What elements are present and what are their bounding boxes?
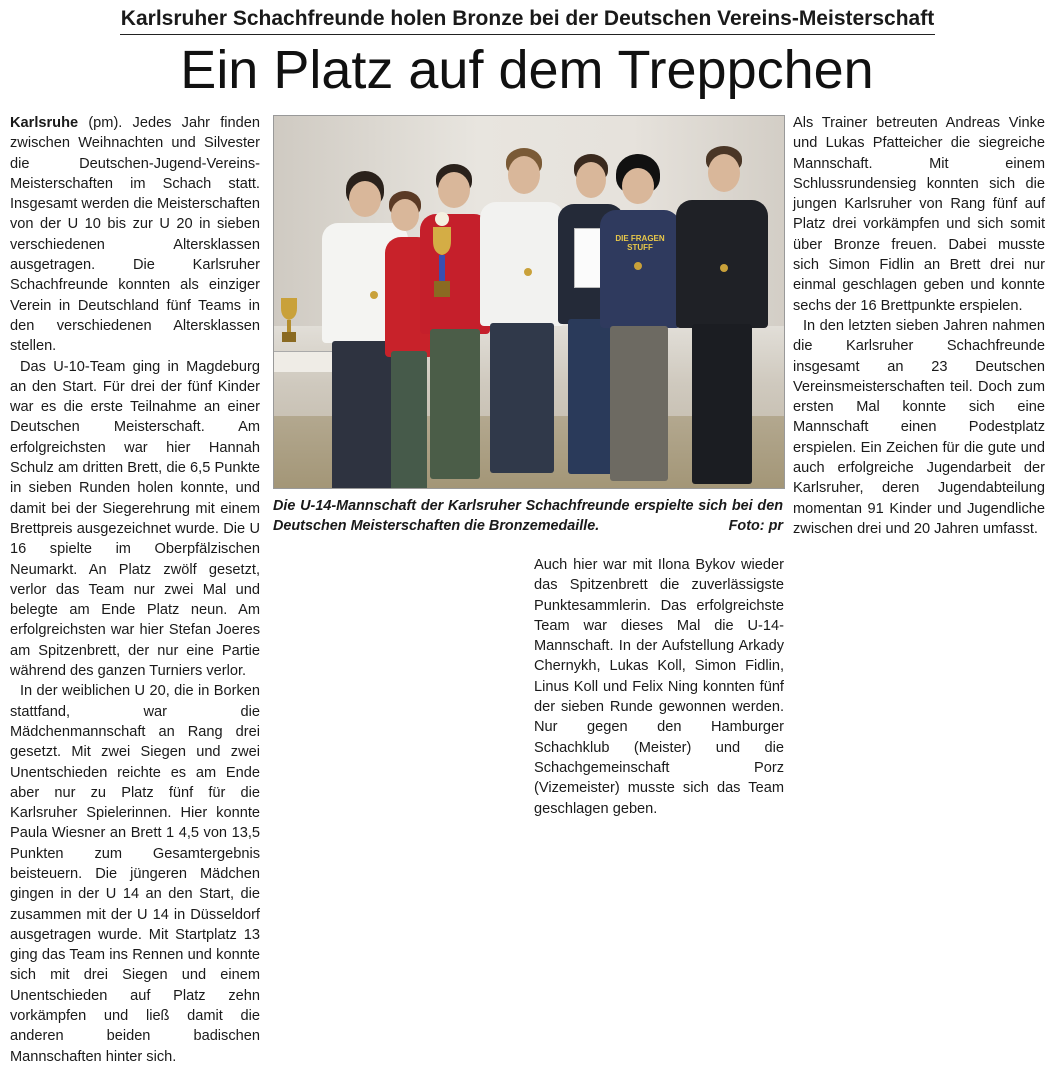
shirt-print: DIE FRAGEN STUFF: [615, 234, 665, 252]
photo-credit: Foto: pr: [728, 518, 783, 534]
article-paragraph: In den letzten sieben Jahren nahmen die Karlsruher Schachfreunde insgesamt an 23 Deutschen Vereinsmeisterschaften teil. Doch zum ersten Mal konnte sich eine Mannschaft einen Podestplatz erspielen. Ein Zeichen für die gute und auch erfolgreiche Jugendarbeit der Karlsruher, deren Jugendabteilung momentan 91 Kinder und Jugendliche zwischen drei und 20 Jahren umfasst.: [793, 317, 1045, 537]
trophy-icon: [429, 211, 455, 301]
article-column-3: [534, 555, 784, 817]
article-paragraph: Auch hier war mit Ilona Bykov wieder das Spitzenbrett die zuverlässigste Punktesammlerin. Das erfolgreichste Team war dieses Mal die U-14-Mannschaft. In der Aufstellung Arkady Chernykh, Lukas Koll, Simon Fidlin, Linus Koll und Felix Ning konnten fünf der sieben Runde gewonnen werden. Nur gegen den Hamburger Schachklub (Meister) und die Schachgemeinschaft Porz (Vizemeister) musste sich das Team geschlagen geben.: [534, 557, 784, 817]
article-paragraph: [10, 113, 260, 357]
team-photo: [273, 115, 785, 489]
trophy-icon: [278, 294, 300, 346]
article-paragraph: Als Trainer betreuten Andreas Vinke und Lukas Pfatteicher die siegreiche Mannschaft. Mit einem Schlussrundensieg konnten sich die jungen Karlsruher von Rang fünf auf Platz drei vorkämpfen und sich somit über Bronze freuen. Dabei musste sich Simon Fidlin an Brett drei nur einmal geschlagen geben und konnte sechs der 16 Brettpunkte erspielen.: [793, 115, 1045, 314]
article-paragraph: Das U-10-Team ging in Magdeburg an den Start. Für drei der fünf Kinder war es die erste Teilnahme an einer Deutschen Meisterschaft. Am erfolgreichsten war hier Hannah Schulz am dritten Brett, die 6,5 Punkte in sieben Runden holen konnte, und damit bei der Siegerehrung mit einem Brettpreis ausgezeichnet wurde. Die U 16 spielte im Oberpfälzischen Neumarkt. An Platz zwölf gesetzt, verlor das Team nur zwei Mal und belegte am Ende Platz neun. Am erfolgreichsten war hier Stefan Joeres am Spitzenbrett, der nur eine Partie während des ganzen Turniers verlor.: [10, 358, 260, 680]
article-column-2: [273, 555, 523, 755]
person-7: [672, 146, 772, 489]
dateline: Karlsruhe: [10, 115, 79, 131]
article-paragraph: In der weiblichen U 20, die in Borken stattfand, war die Mädchenmannschaft an Rang drei gesetzt. Mit zwei Siegen und zwei Unentschieden reichte es am Ende aber nur zu Platz fünf für die Karlsruher Spielerinnen. Hier konnte Paula Wiesner an Brett 1 4,5 von 13,5 Punkten zum Gesamtergebnis beisteuern. Die jüngeren Mädchen gingen in der U 14 an den Start, die zusammen mit der U 14 in Düsseldorf ausgetragen wurde. Mit Startplatz 13 ging das Team ins Rennen und konnte sich mit drei Siegen und einem Unentschieden auf Platz zehn vorkämpfen und ließ damit die anderen beiden badischen Mannschaften hinter sich.: [10, 683, 260, 1065]
article-column-4: [793, 113, 1045, 758]
person-6: [594, 154, 684, 489]
caption-text: Die U-14-Mannschaft der Karlsruher Schachfreunde erspielte sich bei den Deutschen Meisterschaften die Bronzemedaille.: [273, 498, 783, 534]
article-column-1: [10, 113, 260, 1065]
paragraph-text: (pm). Jedes Jahr finden zwischen Weihnachten und Silvester die Deutschen-Jugend-Vereins-Meisterschaften im Schach statt. Insgesamt werden die Meisterschaften von der U 10 bis zur U 20 in sieben verschiedenen Altersklassen ausgetragen. Die Karlsruher Schachfreunde konnten als einziger Verein in Deutschland fünf Teams in den verschiedenen Altersklassen stellen.: [10, 115, 260, 355]
photo-caption: [273, 496, 783, 542]
main-headline: Ein Platz auf dem Treppchen: [180, 40, 874, 100]
kicker-headline: Karlsruher Schachfreunde holen Bronze bei der Deutschen Vereins-Meisterschaft: [120, 6, 935, 35]
